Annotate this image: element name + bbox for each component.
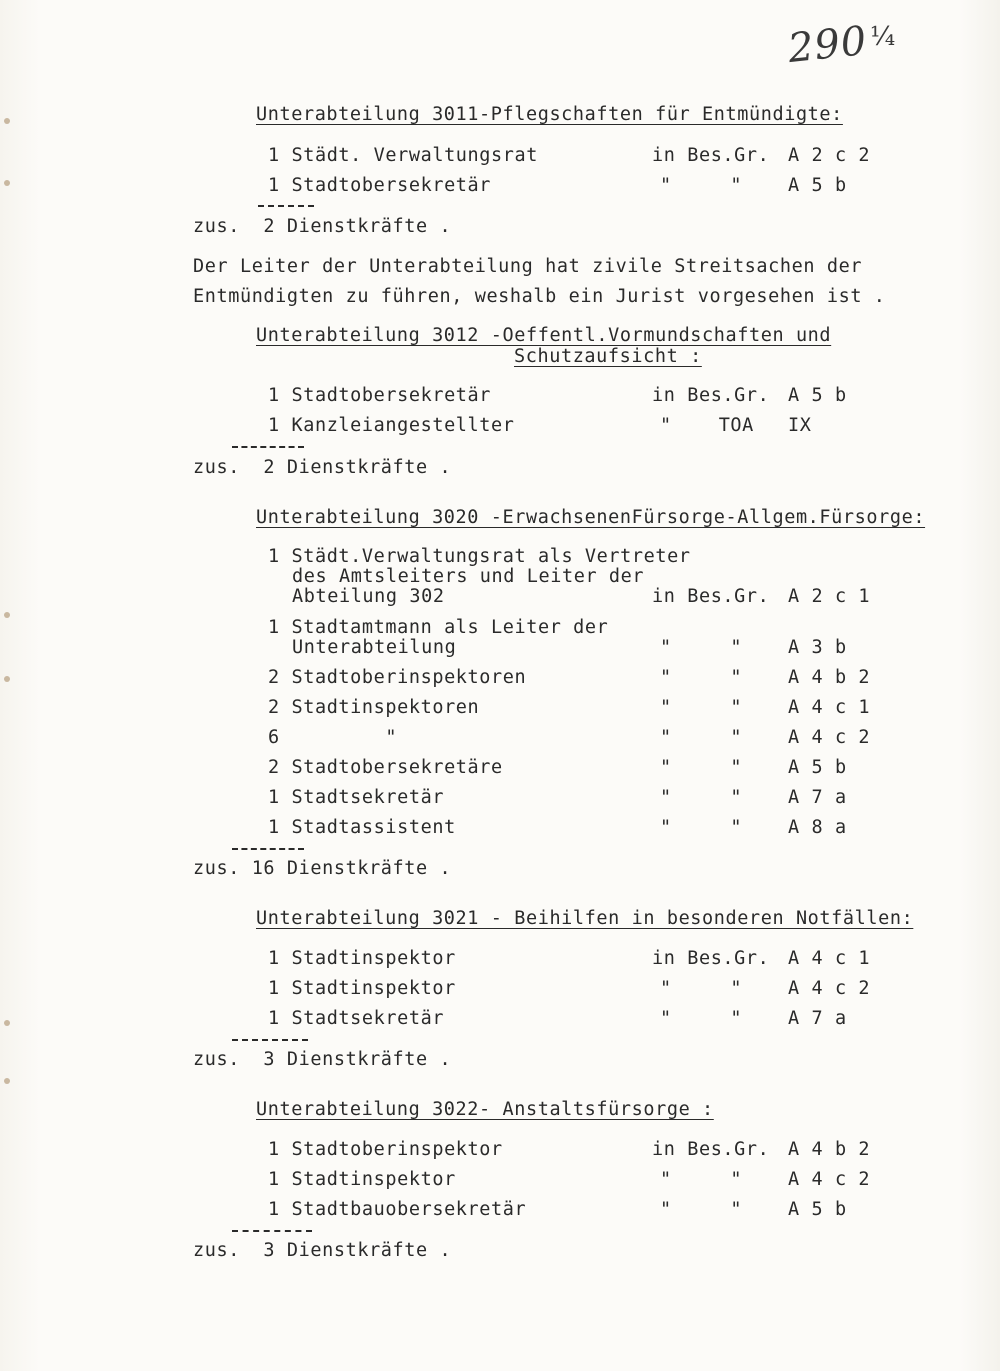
note-line: Der Leiter der Unterabteilung hat zivile Streitsachen der [193, 256, 863, 277]
staff-name: 1 Stadtinspektor [268, 1169, 456, 1190]
staff-name: 1 Stadtamtmann als Leiter der [268, 617, 609, 638]
grade: A 7 a [788, 787, 847, 808]
section-total: zus. 2 Dienstkräfte . [193, 457, 452, 478]
grade: A 4 c 1 [788, 697, 871, 718]
sum-divider [232, 1039, 308, 1041]
section-heading: Unterabteilung 3011-Pflegschaften für Entmündigte: [256, 104, 843, 125]
note-line: Entmündigten zu führen, weshalb ein Jurist vorgesehen ist . [193, 286, 886, 307]
grade: A 4 b 2 [788, 667, 871, 688]
sum-divider [232, 446, 304, 448]
pay-group: " " [660, 787, 743, 808]
staff-name: 1 Stadtobersekretär [268, 175, 492, 196]
punch-hole-mark [4, 118, 10, 124]
grade: IX [788, 415, 812, 436]
pay-group: in Bes.Gr. [652, 385, 770, 406]
punch-hole-mark [4, 1020, 10, 1026]
staff-name: 2 Stadtinspektoren [268, 697, 480, 718]
punch-hole-mark [4, 180, 10, 186]
punch-hole-mark [4, 1078, 10, 1084]
pay-group: " " [660, 667, 743, 688]
staff-name: Unterabteilung [292, 637, 457, 658]
staff-name: 1 Stadtbauobersekretär [268, 1199, 527, 1220]
pay-group: in Bes.Gr. [652, 1139, 770, 1160]
section-heading: Unterabteilung 3020 -ErwachsenenFürsorge-Allgem.Fürsorge: [256, 507, 926, 528]
punch-hole-mark [4, 612, 10, 618]
pay-group: " " [660, 978, 743, 999]
staff-name: 1 Stadtsekretär [268, 787, 445, 808]
staff-name: 6 " [268, 727, 398, 748]
staff-name: 1 Stadtinspektor [268, 948, 456, 969]
grade: A 3 b [788, 637, 847, 658]
grade: A 5 b [788, 757, 847, 778]
staff-name: 2 Stadtobersekretäre [268, 757, 503, 778]
staff-name: 1 Stadtassistent [268, 817, 456, 838]
grade: A 4 c 2 [788, 978, 871, 999]
section-total: zus. 3 Dienstkräfte . [193, 1240, 452, 1261]
pay-group: " TOA [660, 415, 754, 436]
section-heading: Unterabteilung 3012 -Oeffentl.Vormundschaften und [256, 325, 832, 346]
pay-group: " " [660, 757, 743, 778]
staff-name: 2 Stadtoberinspektoren [268, 667, 527, 688]
folio-mark: ¼ [870, 22, 896, 52]
staff-name: 1 Städt.Verwaltungsrat als Vertreter [268, 546, 691, 567]
pay-group: in Bes.Gr. [652, 586, 770, 607]
pay-group: " " [660, 1008, 743, 1029]
section-heading: Schutzaufsicht : [514, 346, 702, 367]
grade: A 2 c 2 [788, 145, 871, 166]
section-heading: Unterabteilung 3021 - Beihilfen in besonderen Notfällen: [256, 908, 914, 929]
pay-group: in Bes.Gr. [652, 948, 770, 969]
punch-hole-mark [4, 676, 10, 682]
grade: A 5 b [788, 1199, 847, 1220]
grade: A 4 b 2 [788, 1139, 871, 1160]
sum-divider [258, 205, 314, 207]
grade: A 4 c 1 [788, 948, 871, 969]
staff-name: 1 Stadtobersekretär [268, 385, 492, 406]
pay-group: " " [660, 175, 743, 196]
staff-name: 1 Kanzleiangestellter [268, 415, 515, 436]
section-total: zus. 3 Dienstkräfte . [193, 1049, 452, 1070]
sum-divider [232, 848, 304, 850]
grade: A 5 b [788, 175, 847, 196]
pay-group: " " [660, 727, 743, 748]
pay-group: " " [660, 697, 743, 718]
grade: A 4 c 2 [788, 1169, 871, 1190]
pay-group: in Bes.Gr. [652, 145, 770, 166]
pay-group: " " [660, 817, 743, 838]
staff-name: 1 Stadtinspektor [268, 978, 456, 999]
sum-divider [232, 1230, 312, 1232]
section-total: zus. 16 Dienstkräfte . [193, 858, 452, 879]
grade: A 8 a [788, 817, 847, 838]
section-total: zus. 2 Dienstkräfte . [193, 216, 452, 237]
grade: A 4 c 2 [788, 727, 871, 748]
pay-group: " " [660, 1169, 743, 1190]
staff-name: 1 Städt. Verwaltungsrat [268, 145, 538, 166]
grade: A 5 b [788, 385, 847, 406]
section-heading: Unterabteilung 3022- Anstaltsfürsorge : [256, 1099, 714, 1120]
staff-name: 1 Stadtsekretär [268, 1008, 445, 1029]
grade: A 2 c 1 [788, 586, 871, 607]
staff-name: Abteilung 302 [292, 586, 445, 607]
staff-name: des Amtsleiters und Leiter der [292, 566, 645, 587]
staff-name: 1 Stadtoberinspektor [268, 1139, 503, 1160]
pay-group: " " [660, 637, 743, 658]
folio-number: 290 [785, 17, 870, 73]
pay-group: " " [660, 1199, 743, 1220]
grade: A 7 a [788, 1008, 847, 1029]
